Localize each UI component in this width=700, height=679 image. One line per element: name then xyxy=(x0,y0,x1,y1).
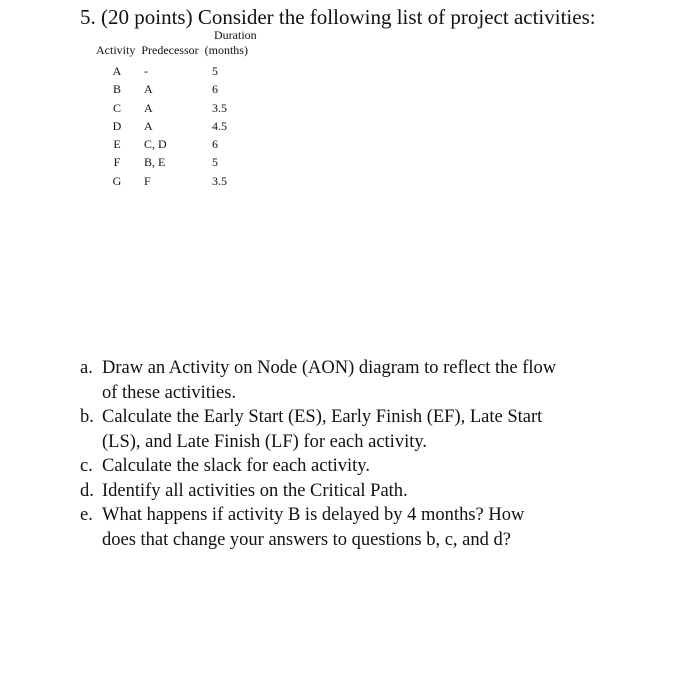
header-row xyxy=(96,43,248,58)
cell-activity: C xyxy=(112,100,121,115)
part-b xyxy=(80,405,660,454)
table-row xyxy=(96,80,296,98)
part-text-line: does that change your answers to questions b, c, and d? xyxy=(102,529,511,550)
cell-activity: A xyxy=(112,64,122,78)
cell-duration: 5 xyxy=(212,64,218,78)
cell-predecessor: C, D xyxy=(144,137,167,152)
table-row xyxy=(96,172,296,190)
cell-activity: F xyxy=(113,155,121,170)
cell-predecessor: B, E xyxy=(144,155,166,170)
cell-predecessor: A xyxy=(144,82,153,97)
part-text-line: What happens if activity B is delayed by 4 months? How xyxy=(102,505,525,525)
part-c xyxy=(80,454,660,479)
cell-duration: 6 xyxy=(212,82,218,97)
table-row xyxy=(96,153,296,171)
cell-predecessor: A xyxy=(144,118,153,133)
cell-activity: D xyxy=(112,118,122,133)
part-a xyxy=(80,356,660,405)
part-text-line: Calculate the Early Start (ES), Early Finish (EF), Late Start xyxy=(102,407,543,427)
cell-activity: B xyxy=(112,82,121,97)
header-predecessor: Predecessor xyxy=(141,43,199,57)
part-text-line: (LS), and Late Finish (LF) for each activity. xyxy=(102,431,428,452)
table-row xyxy=(96,135,296,153)
part-text-line: Draw an Activity on Node (AON) diagram to reflect the flow xyxy=(102,358,557,378)
cell-predecessor: - xyxy=(144,64,148,78)
cell-predecessor: A xyxy=(144,100,153,115)
cell-activity: G xyxy=(112,173,122,188)
part-text-line: Identify all activities on the Critical Path. xyxy=(102,480,408,501)
part-e xyxy=(80,503,660,552)
table-row xyxy=(96,99,296,117)
part-letter: a. xyxy=(80,358,93,378)
part-letter: b. xyxy=(80,407,94,427)
cell-duration: 6 xyxy=(212,137,218,152)
table-rows xyxy=(96,62,296,190)
cell-predecessor: F xyxy=(144,173,151,188)
header-months: (months) xyxy=(204,43,248,57)
question-title: 5. (20 points) Consider the following list of project activities: xyxy=(80,5,596,29)
part-d xyxy=(80,479,660,504)
part-text-line: Calculate the slack for each activity. xyxy=(102,456,370,476)
cell-duration: 5 xyxy=(212,155,218,170)
question-parts xyxy=(80,356,660,552)
header-duration: Duration xyxy=(214,28,257,42)
part-letter: e. xyxy=(80,505,93,525)
table-row xyxy=(96,62,296,80)
part-text-line: of these activities. xyxy=(102,382,237,403)
cell-duration: 3.5 xyxy=(212,173,227,188)
table-row xyxy=(96,117,296,135)
cell-activity: E xyxy=(113,137,121,152)
part-letter: d. xyxy=(80,480,94,501)
cell-duration: 4.5 xyxy=(212,118,227,133)
header-activity: Activity xyxy=(96,43,136,57)
part-letter: c. xyxy=(80,456,93,476)
cell-duration: 3.5 xyxy=(212,100,227,115)
